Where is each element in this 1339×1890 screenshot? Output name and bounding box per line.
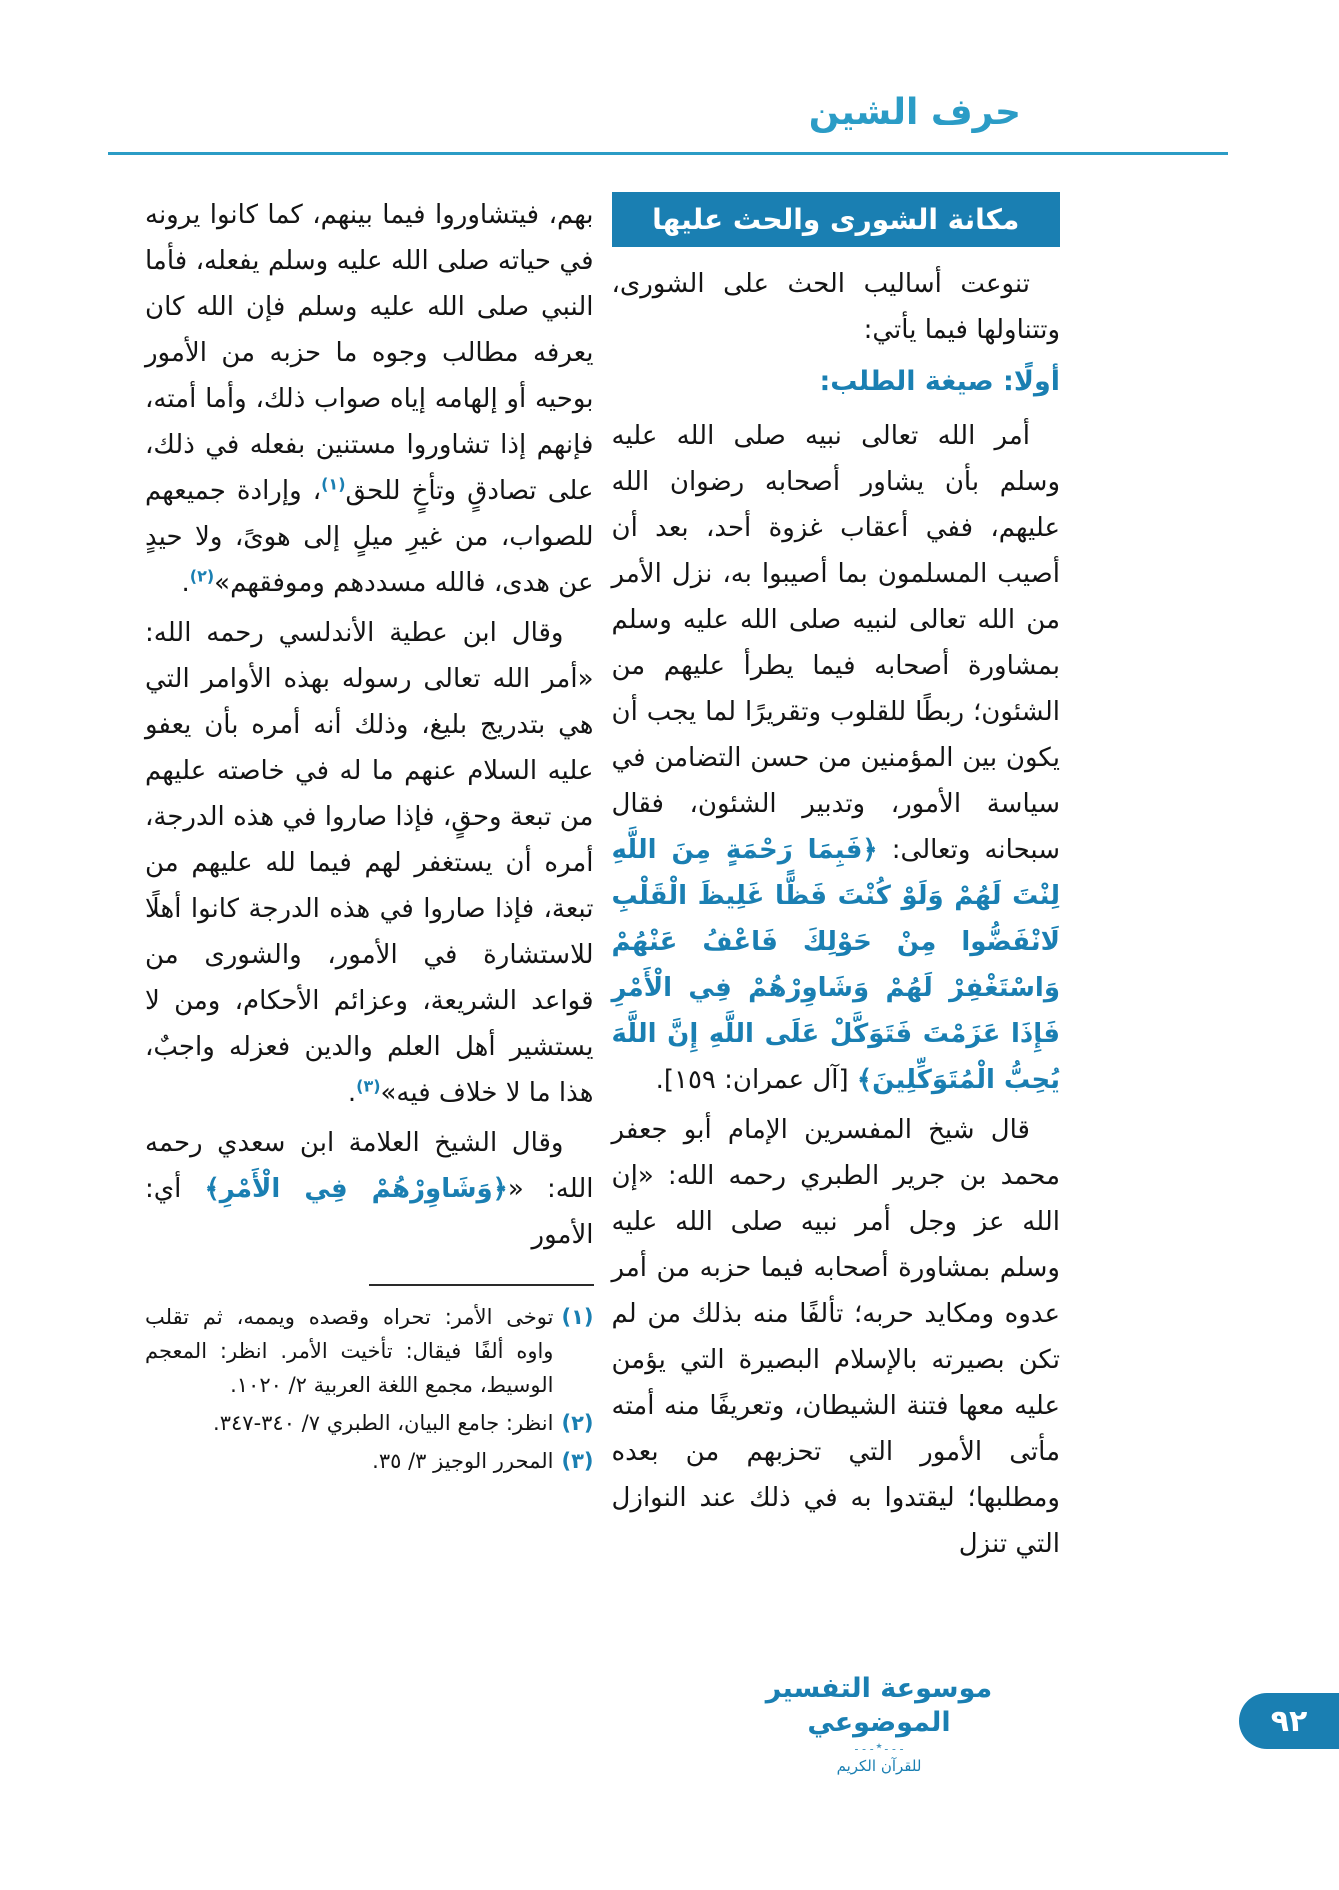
paragraph-text: وقال ابن عطية الأندلسي رحمه الله: «أمر الله تعالى رسوله بهذه الأوامر التي هي بتدريج بليغ، وذلك أنه أمره بأن يعفو عليه السلام عنهم ما له في خاصته عليهم من تبعة وحقٍ، فإذا صاروا في هذه الدرجة، أمره أن يستغفر لهم فيما لله عليهم من تبعة، فإذا صاروا في هذه الدرجة كانوا أهلًا للاستشارة في الأمور، والشورى من قواعد الشريعة، وعزائم الأحكام، ومن لا يستشير أهل العلم والدين فعزله واجبٌ، هذا ما لا خلاف فيه» xyxy=(145,618,594,1108)
footnote-item xyxy=(145,1406,594,1440)
paragraph-ibn-atiyya-quote xyxy=(145,610,594,1116)
text-columns xyxy=(145,192,1060,1571)
paragraph-quran xyxy=(612,413,1061,1103)
logo-title: موسوعة التفسير الموضوعي xyxy=(765,1673,993,1738)
footnote-number: (١) xyxy=(561,1305,594,1329)
logo-subtitle: للقرآن الكريم xyxy=(836,1757,922,1775)
header-rule xyxy=(108,152,1228,155)
footnote-item xyxy=(145,1444,594,1478)
footnote-text: انظر: جامع البيان، الطبري ٧/ ٣٤٠-٣٤٧. xyxy=(213,1411,554,1435)
page-number: ٩٢ xyxy=(1270,1703,1308,1739)
page-number-badge xyxy=(1239,1693,1339,1749)
paragraph-continuation xyxy=(145,192,594,606)
footnote-ref-1: (١) xyxy=(321,474,346,494)
footnote-text: توخى الأمر: تحراه وقصده ويممه، ثم تقلب واوه ألفًا فيقال: تأخيت الأمر. انظر: المعجم الوسيط، مجمع اللغة العربية ٢/ ١٠٢٠. xyxy=(145,1305,554,1397)
section-title: مكانة الشورى والحث عليها xyxy=(652,203,1020,236)
chapter-title: حرف الشين xyxy=(808,92,1021,133)
paragraph-text: . xyxy=(181,568,190,598)
footnote-ref-3: (٣) xyxy=(356,1076,381,1096)
footnote-number: (٣) xyxy=(561,1449,594,1473)
quran-verse: ﴿فَبِمَا رَحْمَةٍ مِنَ اللَّهِ لِنْتَ لَهُمْ وَلَوْ كُنْتَ فَظًّا غَلِيظَ الْقَلْبِ لَانْفَضُّوا مِنْ حَوْلِكَ فَاعْفُ عَنْهُمْ وَاسْتَغْفِرْ لَهُمْ وَشَاوِرْهُمْ فِي الْأَمْرِ فَإِذَا عَزَمْتَ فَتَوَكَّلْ عَلَى اللَّهِ إِنَّ اللَّهَ يُحِبُّ الْمُتَوَكِّلِينَ﴾ xyxy=(611,835,1060,1095)
footnote-item xyxy=(145,1300,594,1402)
left-column xyxy=(145,192,594,1482)
footnote-text: المحرر الوجيز ٣/ ٣٥. xyxy=(372,1449,554,1473)
paragraph-ibn-saadi-quote xyxy=(145,1120,594,1258)
quran-phrase: ﴿وَشَاوِرْهُمْ فِي الْأَمْرِ﴾ xyxy=(204,1174,508,1204)
chapter-header xyxy=(809,92,1021,133)
footnote-separator xyxy=(369,1284,594,1286)
right-column xyxy=(612,192,1061,1571)
paragraph-tabari-quote: قال شيخ المفسرين الإمام أبو جعفر محمد بن جرير الطبري رحمه الله: «إن الله عز وجل أمر نبيه صلى الله عليه وسلم بمشاورة أصحابه فيما حزبه من أمر عدوه ومكايد حربه؛ تألفًا منه بذلك من لم تكن بصيرته بالإسلام البصيرة التي يؤمن عليه معها فتنة الشيطان، وتعريفًا منه أمته مأتى الأمور التي تحزبهم من بعده ومطلبها؛ ليقتدوا به في ذلك عند النوازل التي تنزل xyxy=(611,1115,1060,1559)
paragraph-text: أمر الله تعالى نبيه صلى الله عليه وسلم بأن يشاور أصحابه رضوان الله عليهم، ففي أعقاب غزوة أحد، بعد أن أصيب المسلمون بما أصيبوا به، نزل الأمر من الله تعالى لنبيه صلى الله عليه وسلم بمشاورة أصحابه فيما يطرأ عليهم من الشئون؛ ربطًا للقلوب وتقريرًا لما يجب أن يكون بين المؤمنين من حسن التضامن في سياسة الأمور، وتدبير الشئون، فقال سبحانه وتعالى: xyxy=(611,421,1060,865)
paragraph-text: وقال الشيخ العلامة ابن سعدي رحمه الله: « xyxy=(145,1128,594,1204)
paragraph-text: بهم، فيتشاوروا فيما بينهم، كما كانوا يرونه في حياته صلى الله عليه وسلم يفعله، فأما النبي صلى الله عليه وسلم فإن الله كان يعرفه مطالب وجوه ما حزبه من الأمور بوحيه أو إلهامه إياه صواب ذلك، وأما أمته، فإنهم إذا تشاوروا مستنين بفعله في ذلك، على تصادقٍ وتأخٍ للحق xyxy=(145,200,594,506)
intro-paragraph: تنوعت أساليب الحث على الشورى، وتتناولها فيما يأتي: xyxy=(611,269,1060,345)
footnotes-block xyxy=(145,1300,594,1478)
subheading-request-form: أولًا: صيغة الطلب: xyxy=(819,366,1060,397)
verse-reference: [آل عمران: ١٥٩]. xyxy=(655,1065,849,1095)
paragraph-text: ، وإرادة جميعهم للصواب، من غيرِ ميلٍ إلى هوىً، ولا حيدٍ عن هدى، فالله مسددهم وموفقهم» xyxy=(145,476,594,598)
section-title-box xyxy=(612,192,1061,247)
logo-flourish-ornament: ۔۔۔٭۔۔۔ xyxy=(852,1739,906,1754)
paragraph-text: أي: الأمور xyxy=(145,1174,594,1250)
publisher-logo xyxy=(749,1672,1009,1776)
footnote-ref-2: (٢) xyxy=(189,566,215,586)
footnote-number: (٢) xyxy=(561,1411,594,1435)
paragraph-text: . xyxy=(347,1078,357,1108)
